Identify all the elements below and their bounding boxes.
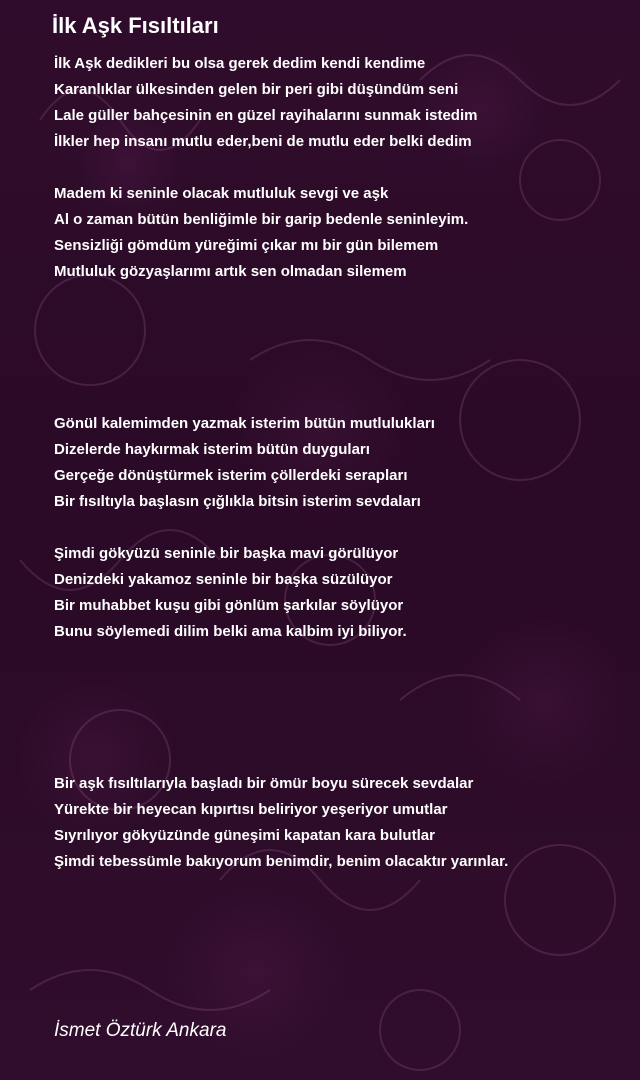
poem-line: Yürekte bir heyecan kıpırtısı beliriyor yeşeriyor umutlar [54, 801, 448, 818]
stanza-5 [54, 771, 508, 875]
poem-line: Sıyrılıyor gökyüzünde güneşimi kapatan kara bulutlar [54, 827, 435, 844]
poem-line: Gönül kalemimden yazmak isterim bütün mutlulukları [54, 415, 435, 432]
poem-line: Şimdi gökyüzü seninle bir başka mavi görülüyor [54, 545, 399, 562]
author-signature: İsmet Öztürk Ankara [54, 1020, 227, 1041]
poem-line: Mutluluk gözyaşlarımı artık sen olmadan silemem [54, 263, 407, 280]
poem-line: Sensizliği gömdüm yüreğimi çıkar mı bir gün bilemem [54, 237, 439, 254]
poem-line: Karanlıklar ülkesinden gelen bir peri gibi düşündüm seni [54, 81, 459, 98]
stanza-3 [54, 411, 435, 515]
poem-line: Madem ki seninle olacak mutluluk sevgi ve aşk [54, 185, 389, 202]
poem-line: İlkler hep insanı mutlu eder,beni de mutlu eder belki dedim [54, 133, 472, 150]
poem-title: İlk Aşk Fısıltıları [52, 13, 219, 38]
poem-line: İlk Aşk dedikleri bu olsa gerek dedim kendi kendime [54, 55, 426, 72]
poem-line: Bir muhabbet kuşu gibi gönlüm şarkılar söylüyor [54, 597, 404, 614]
poem-line: Denizdeki yakamoz seninle bir başka süzülüyor [54, 571, 393, 588]
stanza-2 [54, 181, 468, 285]
poem-line: Şimdi tebessümle bakıyorum benimdir, benim olacaktır yarınlar. [54, 853, 509, 870]
stanza-4 [54, 541, 407, 645]
poem-line: Dizelerde haykırmak isterim bütün duyguları [54, 441, 370, 458]
poem-line: Lale güller bahçesinin en güzel rayihalarını sunmak istedim [54, 107, 478, 124]
poem-line: Bir fısıltıyla başlasın çığlıkla bitsin isterim sevdaları [54, 493, 421, 510]
poem-line: Bunu söylemedi dilim belki ama kalbim iyi biliyor. [54, 623, 407, 640]
poem-line: Al o zaman bütün benliğimle bir garip bedenle seninleyim. [54, 211, 469, 228]
poem-line: Gerçeğe dönüştürmek isterim çöllerdeki serapları [54, 467, 408, 484]
poem-line: Bir aşk fısıltılarıyla başladı bir ömür boyu sürecek sevdalar [54, 775, 474, 792]
stanza-1 [54, 51, 477, 155]
